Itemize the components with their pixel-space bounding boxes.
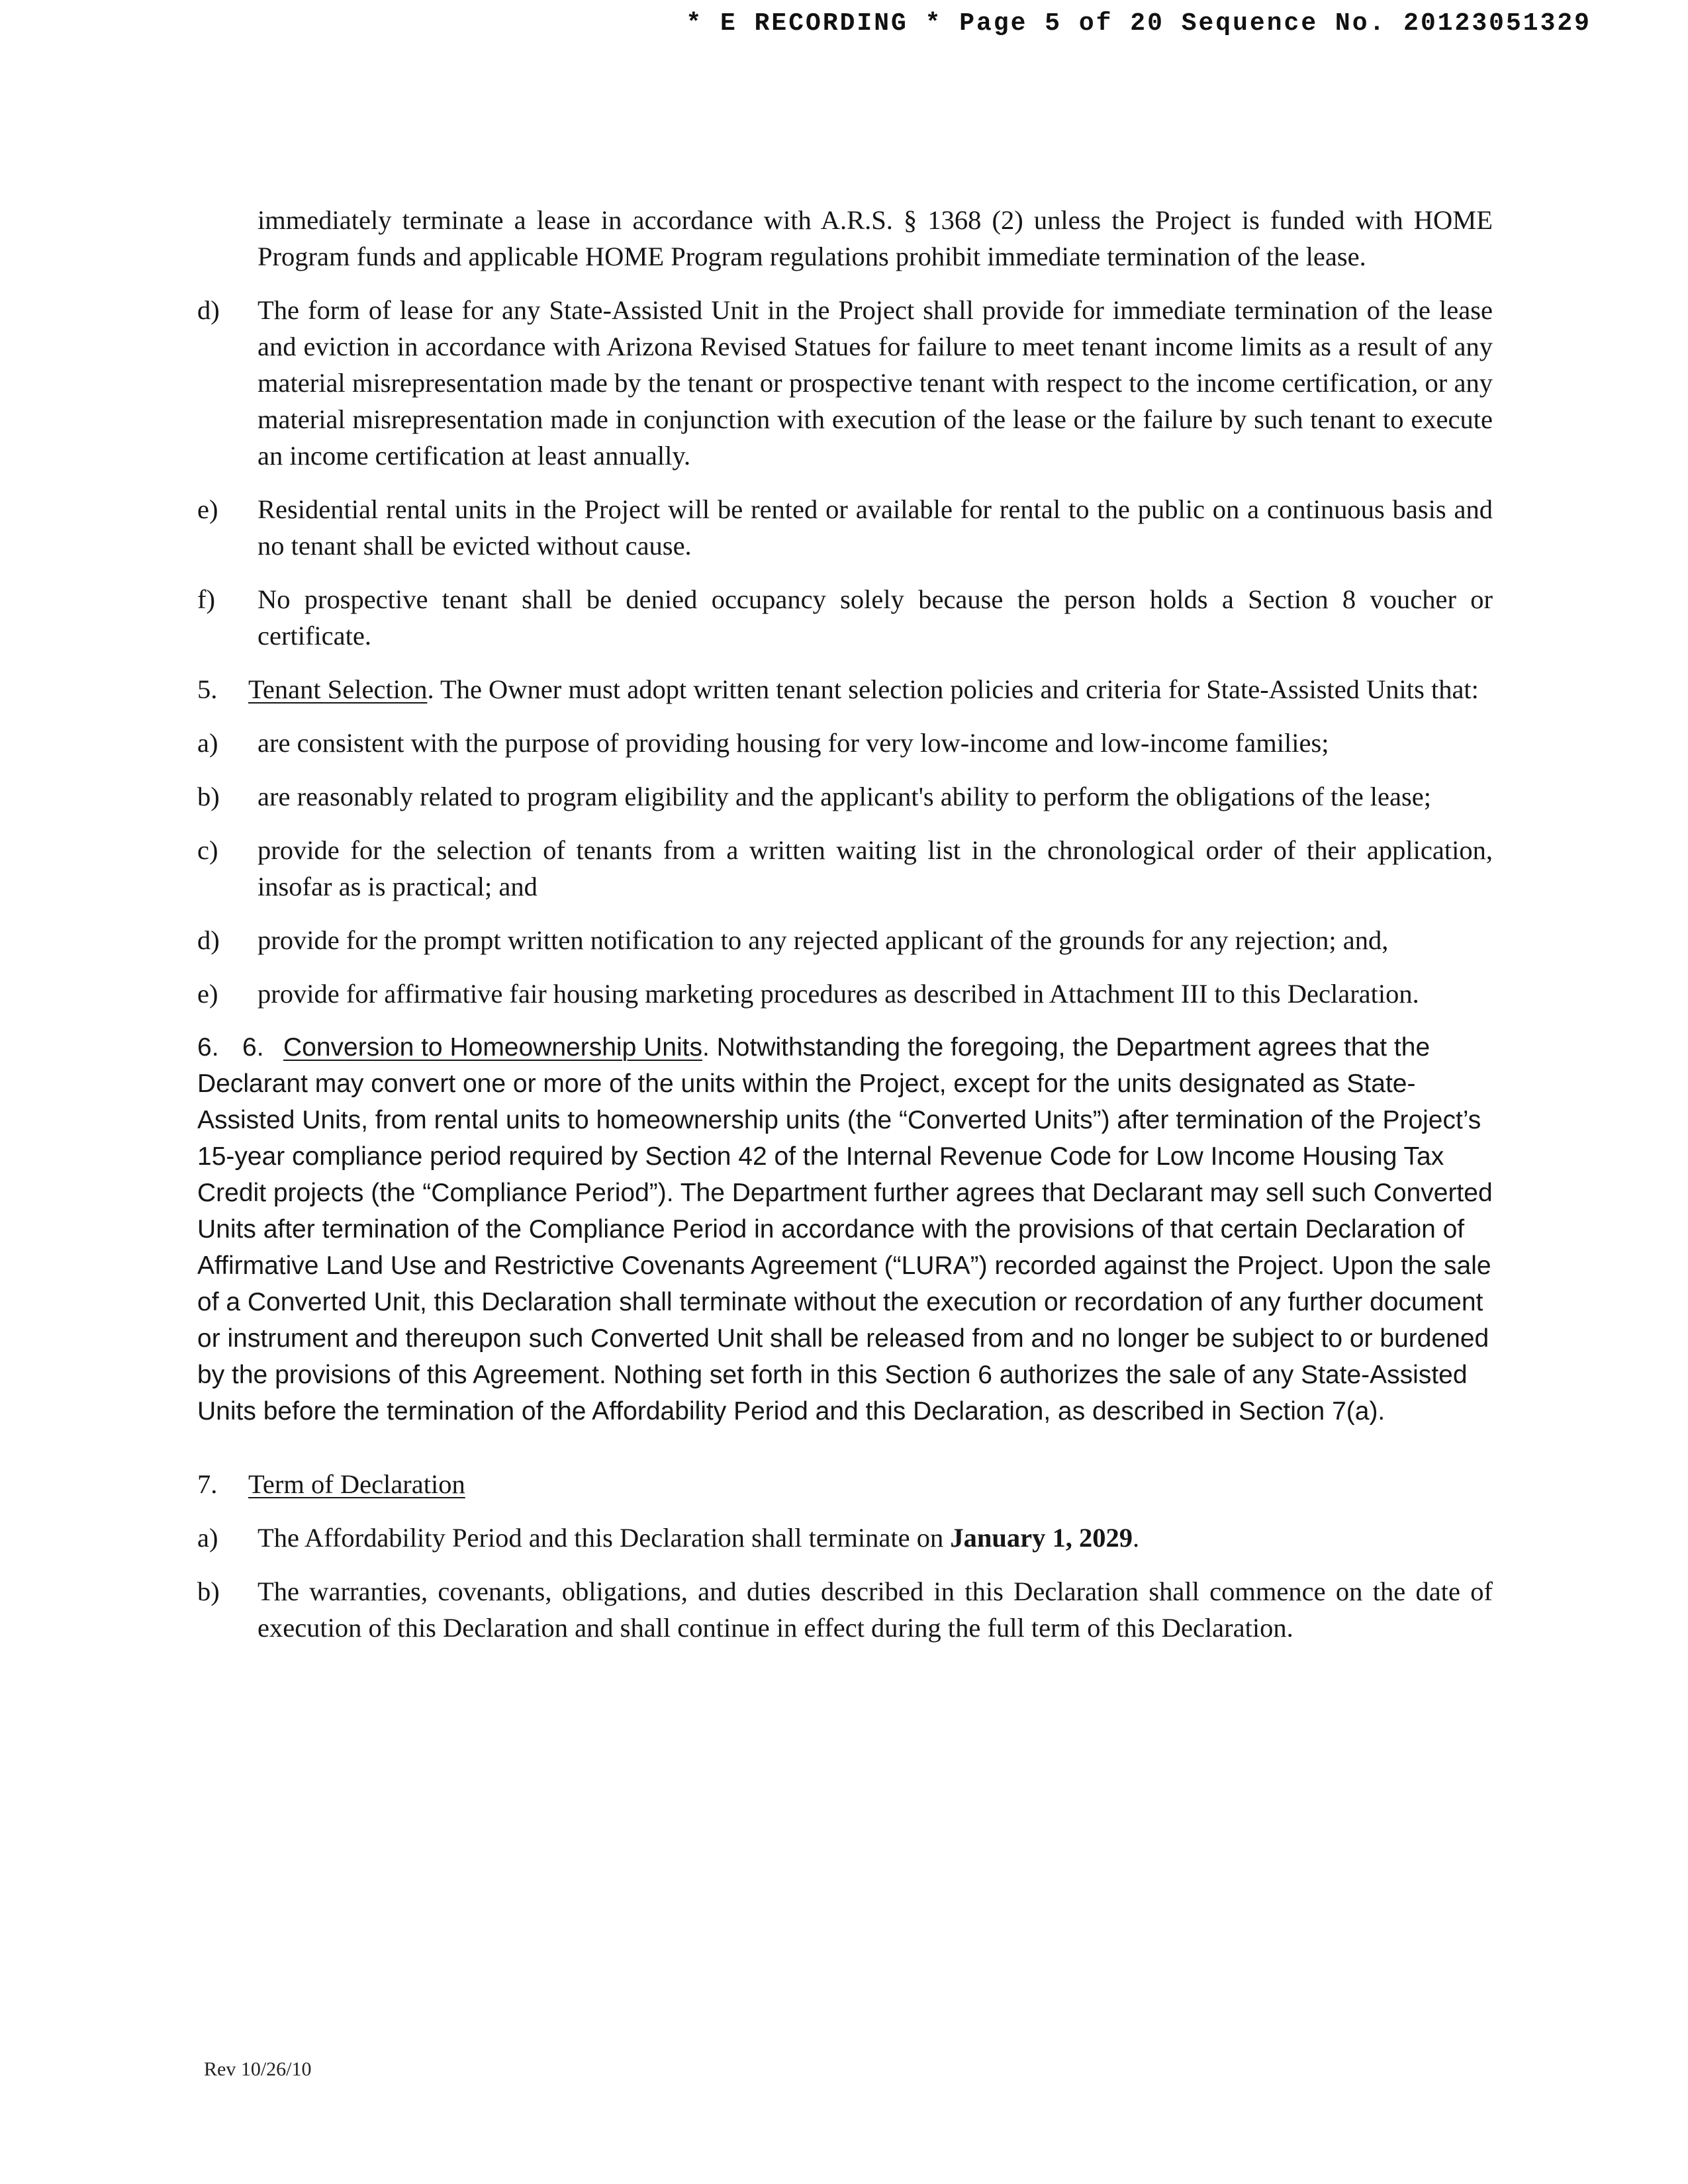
section-number: 7. <box>197 1469 218 1499</box>
term-text-end: . <box>1133 1523 1140 1553</box>
section-number: 5. <box>197 674 218 704</box>
list-item <box>197 922 1493 958</box>
list-item-text: No prospective tenant shall be denied occupancy solely because the person holds a Section 8 voucher or certificate. <box>258 584 1493 651</box>
list-item-text: provide for the selection of tenants from a written waiting list in the chronological order of their application, insofar as is practical; and <box>258 835 1493 901</box>
section-intro: . The Owner must adopt written tenant selection policies and criteria for State-Assisted Units that: <box>427 674 1479 704</box>
continuation-paragraph: immediately terminate a lease in accordance with A.R.S. § 1368 (2) unless the Project is funded with HOME Program funds and applicable HOME Program regulations prohibit immediate termination of the lease. <box>258 205 1493 271</box>
list-item-text <box>258 1520 1493 1556</box>
term-text: The Affordability Period and this Declaration shall terminate on <box>258 1523 951 1553</box>
section-5-paragraph <box>197 671 1493 707</box>
section-body: . Notwithstanding the foregoing, the Department agrees that the Declarant may convert one or more of the units within the Project, except for the units designated as State-Assisted Units, from rental units to homeownership units (the “Converted Units”) after termination of the Project’s 15-year compliance period required by Section 42 of the Internal Revenue Code for Low Income Housing Tax Credit projects (the “Compliance Period”). The Department further agrees that Declarant may sell such Converted Units after termination of the Compliance Period in accordance with the provisions of that certain Declaration of Affirmative Land Use and Restrictive Covenants Agreement (“LURA”) recorded against the Project. Upon the sale of a Converted Unit, this Declaration shall terminate without the execution or recordation of any further document or instrument and thereupon such Converted Unit shall be released from and no longer be subject to or burdened by the provisions of this Agreement. Nothing set forth in this Section 6 authorizes the sale of any State-Assisted Units before the termination of the Affordability Period and this Declaration, as described in Section 7(a). <box>197 1033 1493 1426</box>
list-item-label: b) <box>197 782 220 811</box>
list-item-label: d) <box>197 295 220 325</box>
list-item <box>197 976 1493 1012</box>
section-title: Term of Declaration <box>248 1469 465 1499</box>
document-body <box>197 202 1493 1646</box>
list-item-label: b) <box>197 1576 220 1606</box>
recording-header: * E RECORDING * Page 5 of 20 Sequence No. 20123051329 <box>686 9 1591 38</box>
list-item <box>197 1573 1493 1646</box>
list-item-label: c) <box>197 835 218 865</box>
section-title: Conversion to Homeownership Units <box>283 1033 702 1062</box>
list-item <box>197 778 1493 815</box>
list-item-text: are reasonably related to program eligibility and the applicant's ability to perform the obligations of the lease; <box>258 782 1431 811</box>
section-6-paragraph <box>197 1029 1493 1430</box>
list-item <box>197 581 1493 654</box>
list-item <box>197 1520 1493 1556</box>
list-item-text: are consistent with the purpose of providing housing for very low-income and low-income families; <box>258 728 1329 758</box>
revision-footer: Rev 10/26/10 <box>204 2058 312 2080</box>
list-item-text: The warranties, covenants, obligations, and duties described in this Declaration shall commence on the date of execution of this Declaration and shall continue in effect during the full term of this Declaration. <box>258 1576 1493 1643</box>
list-item-label: a) <box>197 1523 218 1553</box>
section-number: 6. <box>197 1033 219 1062</box>
list-item-label: f) <box>197 584 215 614</box>
list-item <box>197 725 1493 761</box>
list-item-label: e) <box>197 979 218 1009</box>
list-item-label: d) <box>197 925 220 955</box>
termination-date: January 1, 2029 <box>950 1523 1133 1553</box>
list-item <box>197 832 1493 905</box>
list-item-text: The form of lease for any State-Assisted Unit in the Project shall provide for immediate termination of the lease and eviction in accordance with Arizona Revised Statues for failure to meet tenant income limits as a result of any material misrepresentation made by the tenant or prospective tenant with respect to the income certification, or any material misrepresentation made in conjunction with execution of the lease or the failure by such tenant to execute an income certification at least annually. <box>258 295 1493 471</box>
list-item-label: e) <box>197 494 218 524</box>
list-item-text: provide for affirmative fair housing marketing procedures as described in Attachment III to this Declaration. <box>258 979 1419 1009</box>
list-item <box>197 491 1493 564</box>
list-item-text: provide for the prompt written notification to any rejected applicant of the grounds for any rejection; and, <box>258 925 1389 955</box>
section-number-repeat: 6. <box>242 1033 264 1062</box>
section-7-heading <box>197 1466 1493 1502</box>
list-item-text: Residential rental units in the Project will be rented or available for rental to the public on a continuous basis and no tenant shall be evicted without cause. <box>258 494 1493 561</box>
list-item-label: a) <box>197 728 218 758</box>
list-item <box>197 292 1493 474</box>
section-title: Tenant Selection <box>248 674 428 704</box>
